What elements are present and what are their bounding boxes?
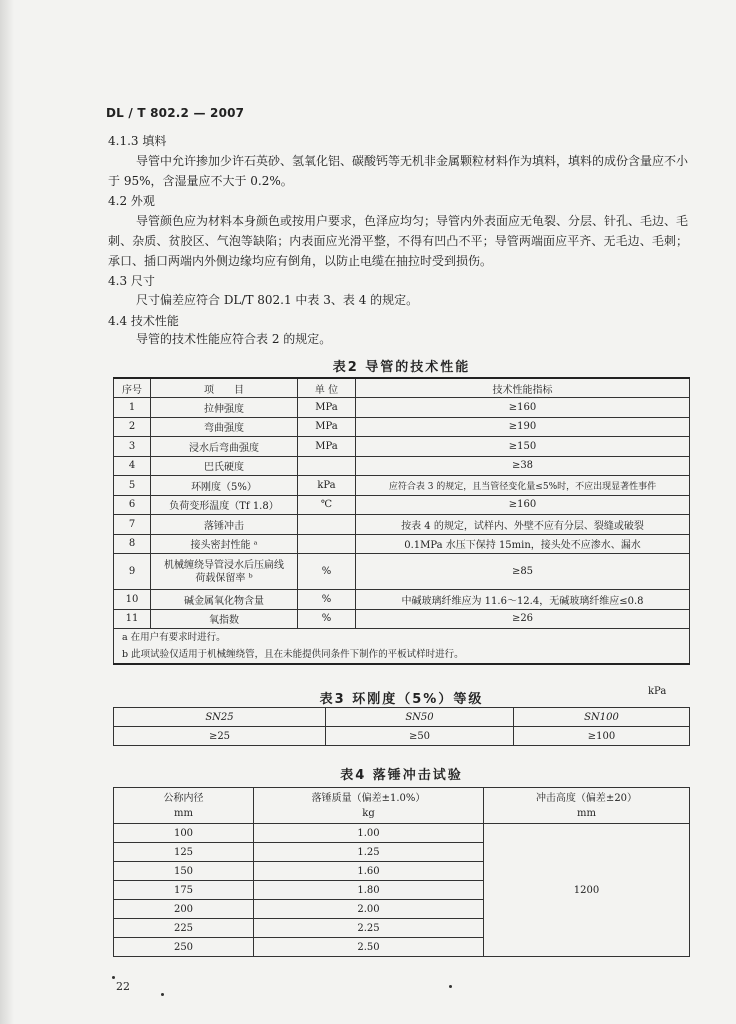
table-cell: 按表 4 的规定，试样内、外壁不应有分层、裂缝或破裂: [356, 515, 690, 535]
table-row: [114, 417, 690, 437]
table-cell: 5: [114, 476, 151, 496]
table4-header-height: [484, 788, 690, 824]
table-cell: ≥160: [356, 398, 690, 418]
table2-header-row: [114, 378, 690, 398]
table-cell: 接头密封性能 ᵃ: [151, 534, 298, 554]
table-cell: 机械缠绕导管浸水后压扁线荷载保留率 ᵇ: [151, 554, 298, 590]
table-cell: ≥150: [356, 437, 690, 457]
section-4-3-text: 尺寸偏差应符合 DL/T 802.1 中表 3、表 4 的规定。: [136, 293, 419, 307]
scan-edge-shadow: [0, 0, 14, 1024]
table-cell: 1.60: [254, 862, 484, 881]
table-cell: 4: [114, 456, 151, 476]
table3-unit: kPa: [648, 686, 667, 697]
table-cell: [298, 456, 356, 476]
table-cell: 2.50: [254, 938, 484, 957]
table-row: [114, 534, 690, 554]
table-cell: 10: [114, 590, 151, 610]
table-cell: 环刚度（5%）: [151, 476, 298, 496]
table-row: [114, 515, 690, 535]
table4-header-height-unit: mm: [577, 808, 596, 819]
table2-note-b: b 此项试验仅适用于机械缠绕管，且在未能提供同条件下制作的平板试样时进行。: [122, 649, 464, 660]
table-cell: MPa: [298, 398, 356, 418]
table2-note-a: a 在用户有要求时进行。: [122, 632, 226, 643]
table-cell: 碱金属氧化物含量: [151, 590, 298, 610]
table4: [113, 787, 690, 957]
table-cell: ℃: [298, 495, 356, 515]
section-4-4-title: 4.4 技术性能: [108, 314, 179, 328]
table-cell: ≥50: [326, 727, 514, 746]
table-cell: 200: [114, 900, 254, 919]
section-4-1-3-title: 4.1.3 填料: [108, 134, 167, 148]
table-row: [114, 476, 690, 496]
table-cell: 225: [114, 919, 254, 938]
table-cell: 浸水后弯曲强度: [151, 437, 298, 457]
table-cell: 100: [114, 824, 254, 843]
table-row: [114, 495, 690, 515]
table-cell: 11: [114, 609, 151, 629]
table-row: [114, 437, 690, 457]
table-cell: MPa: [298, 417, 356, 437]
table-cell: 150: [114, 862, 254, 881]
table-cell: 负荷变形温度（Tf 1.8）: [151, 495, 298, 515]
table-cell: ≥85: [356, 554, 690, 590]
table-row: [114, 824, 690, 843]
scan-speck: [161, 993, 164, 996]
table-cell: 中碱玻璃纤维应为 11.6～12.4，无碱玻璃纤维应≤0.8: [356, 590, 690, 610]
table-cell: 3: [114, 437, 151, 457]
table3-caption: 表3 环刚度（5%）等级: [319, 692, 484, 707]
table2-notes: [114, 629, 690, 665]
table4-header-row: [114, 788, 690, 824]
table-row: [114, 708, 690, 727]
table2-header-cell: 技术性能指标: [356, 378, 690, 398]
table-cell: 6: [114, 495, 151, 515]
table-cell: 7: [114, 515, 151, 535]
table4-caption: 表4 落锤冲击试验: [340, 768, 463, 783]
table-cell: 9: [114, 554, 151, 590]
table-cell: 250: [114, 938, 254, 957]
table-cell: 0.1MPa 水压下保持 15min，接头处不应渗水、漏水: [356, 534, 690, 554]
table-cell: 1.00: [254, 824, 484, 843]
table2-header-cell: 项 目: [151, 378, 298, 398]
table-row: [114, 590, 690, 610]
table-cell: SN50: [326, 708, 514, 727]
table-cell: 175: [114, 881, 254, 900]
table-cell: 1: [114, 398, 151, 418]
table-row: [114, 609, 690, 629]
section-4-3-title: 4.3 尺寸: [108, 274, 155, 288]
table4-header-mass-label: 落锤质量（偏差±1.0%）: [311, 792, 426, 804]
table-row: [114, 456, 690, 476]
table-cell: [298, 534, 356, 554]
table-row: [114, 398, 690, 418]
table-cell: 1.80: [254, 881, 484, 900]
table4-header-diameter-unit: mm: [174, 807, 193, 819]
section-4-2-title: 4.2 外观: [108, 194, 155, 208]
table-cell: ≥38: [356, 456, 690, 476]
table4-header-diameter-label: 公称内径: [163, 792, 204, 804]
table4-header-height-label: 冲击高度（偏差±20）: [535, 793, 638, 804]
section-4-4-text: 导管的技术性能应符合表 2 的规定。: [136, 332, 332, 346]
table-cell: 应符合表 3 的规定，且当管径变化量≤5%时，不应出现显著性事件: [356, 476, 690, 496]
table-cell: 2.00: [254, 900, 484, 919]
table-cell: 1.25: [254, 843, 484, 862]
table-cell: SN100: [514, 708, 690, 727]
table-cell: %: [298, 609, 356, 629]
table-cell: 拉伸强度: [151, 398, 298, 418]
table2-notes-row: [114, 629, 690, 665]
section-4-1-3-text: 导管中允许掺加少许石英砂、氢氧化铝、碳酸钙等无机非金属颗粒材料作为填料，填料的成份含量应不小于 95%，含湿量应不大于 0.2%。: [108, 154, 689, 188]
table-cell: ≥100: [514, 727, 690, 746]
scan-speck: [449, 985, 452, 988]
page-number: 22: [116, 980, 130, 993]
table-cell: 2.25: [254, 919, 484, 938]
table-cell: ≥25: [114, 727, 326, 746]
table2-header-cell: 单 位: [298, 378, 356, 398]
table2-caption: 表2 导管的技术性能: [332, 360, 471, 375]
table-row: [114, 727, 690, 746]
table-cell: kPa: [298, 476, 356, 496]
table-cell: ≥160: [356, 495, 690, 515]
table-row: [114, 554, 690, 590]
table2: [113, 377, 690, 665]
table3: [113, 707, 690, 746]
table-cell: 氧指数: [151, 609, 298, 629]
table-cell: 8: [114, 534, 151, 554]
standard-number: DL / T 802.2 — 2007: [106, 106, 245, 120]
table4-header-mass-unit: kg: [362, 807, 375, 819]
table-cell: [298, 515, 356, 535]
table-cell: %: [298, 590, 356, 610]
table-cell: 125: [114, 843, 254, 862]
table-cell: ≥190: [356, 417, 690, 437]
table4-header-mass: [254, 788, 484, 824]
scan-speck: [112, 976, 115, 979]
table-cell: 巴氏硬度: [151, 456, 298, 476]
table-cell: ≥26: [356, 609, 690, 629]
section-4-2-text: 导管颜色应为材料本身颜色或按用户要求，色泽应均匀；导管内外表面应无龟裂、分层、针孔、毛边、毛刺、杂质、贫胶区、气泡等缺陷；内表面应光滑平整，不得有凹凸不平；导管两端面应平齐、无毛边、毛刺；承口、插口两端内外侧边缘均应有倒角，以防止电缆在抽拉时受到损伤。: [108, 214, 689, 268]
table-cell: %: [298, 554, 356, 590]
table-cell: SN25: [114, 708, 326, 727]
table4-height-value: 1200: [484, 824, 690, 957]
table-cell: MPa: [298, 437, 356, 457]
table4-header-diameter: [114, 788, 254, 824]
table-cell: 落锤冲击: [151, 515, 298, 535]
table-cell: 2: [114, 417, 151, 437]
table2-header-cell: 序号: [114, 378, 151, 398]
table-cell: 弯曲强度: [151, 417, 298, 437]
